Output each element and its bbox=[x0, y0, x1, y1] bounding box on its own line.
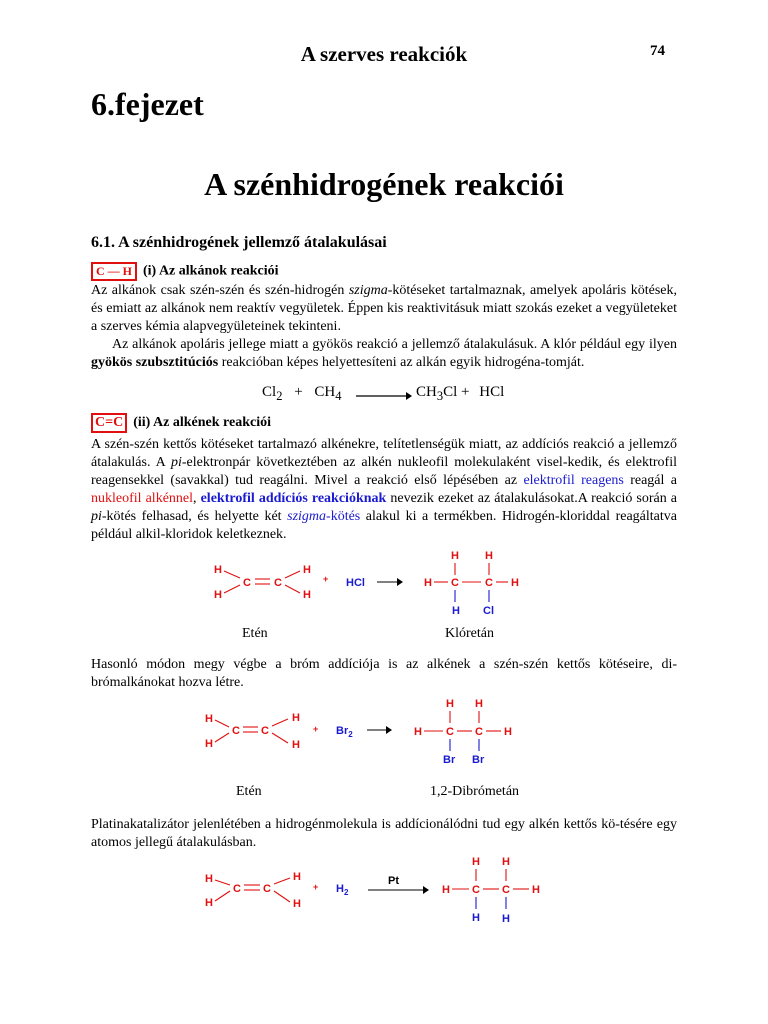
atom-h: H bbox=[485, 550, 493, 562]
atom-h: H bbox=[292, 739, 300, 751]
atom-h: H bbox=[303, 589, 311, 601]
page-header-title: A szerves reakciók bbox=[300, 42, 468, 66]
reagent-br2: $Br_2$ bbox=[336, 725, 353, 739]
atom-h: H bbox=[293, 898, 301, 910]
atom-h: H bbox=[502, 913, 510, 925]
atom-c: C bbox=[472, 884, 480, 896]
atom-c: C bbox=[263, 883, 271, 895]
atom-h: H bbox=[502, 856, 510, 868]
alkanes-paragraph-2: Az alkánok apoláris jellege miatt a gyökös reakció a jellemző átalakulásuk. A klór például egy ilyen gyökös szubsztitúciós reakcióban képes helyettesíteni az alkán egyik hidrogéna-tomját. bbox=[91, 337, 677, 370]
alkanes-heading-text: (i) Az alkánok reakciói bbox=[143, 263, 279, 279]
reaction-hcl-scheme bbox=[200, 545, 540, 620]
plus-sign: + bbox=[313, 882, 319, 892]
atom-h: H bbox=[292, 712, 300, 724]
reaction-arrow bbox=[356, 391, 412, 401]
caption-dibromoethane: 1,2-Dibrómetán bbox=[430, 784, 520, 799]
atom-c: C bbox=[274, 577, 282, 589]
reaction-h2-scheme bbox=[195, 850, 555, 930]
atom-br: Br bbox=[472, 754, 485, 766]
main-title: A szénhidrogének reakciói bbox=[204, 166, 564, 202]
atom-c: C bbox=[261, 725, 269, 737]
chlorination-equation: $Cl_2 + CH_4$ bbox=[262, 384, 342, 403]
atom-h: H bbox=[451, 550, 459, 562]
atom-h: H bbox=[214, 589, 222, 601]
atom-br: Br bbox=[443, 754, 456, 766]
atom-h: H bbox=[472, 856, 480, 868]
caption-ethene-2: Etén bbox=[236, 784, 262, 799]
atom-c: C bbox=[243, 577, 251, 589]
atom-c: C bbox=[446, 726, 454, 738]
atom-c: C bbox=[502, 884, 510, 896]
atom-h: H bbox=[214, 564, 222, 576]
atom-h: H bbox=[442, 884, 450, 896]
atom-cl: Cl bbox=[483, 605, 494, 617]
plus-sign: + bbox=[313, 724, 319, 734]
atom-h: H bbox=[205, 873, 213, 885]
reagent-h2: $H_2$ bbox=[336, 883, 349, 897]
c-h-bond-box: C — H bbox=[91, 262, 137, 281]
atom-h: H bbox=[472, 912, 480, 924]
atom-h: H bbox=[532, 884, 540, 896]
catalyst-pt: Pt bbox=[388, 875, 399, 887]
alkenes-paragraph-3: Platinakatalizátor jelenlétében a hidrogénmolekula is addícionálódni tud egy alkén kettős kö-tésére egy atomos jellegű átalakulásban. bbox=[91, 817, 677, 850]
caption-chloroethane: Klóretán bbox=[445, 626, 494, 641]
caption-ethene-1: Etén bbox=[242, 626, 268, 641]
atom-h: H bbox=[205, 738, 213, 750]
atom-c: C bbox=[232, 725, 240, 737]
atom-h: H bbox=[205, 713, 213, 725]
alkanes-paragraph-1: Az alkánok csak szén-szén és szén-hidrogén szigma-kötéseket tartalmaznak, amelyek apoláris kötések, és emiatt az alkánok nem reaktív vegyületek. Éppen kis reaktivitásuk miatt szokás ezeket a vegyületeket a szerves kémia alapvegyületeinek tekinteni. bbox=[91, 283, 678, 334]
atom-h: H bbox=[475, 698, 483, 710]
reagent-hcl: HCl bbox=[346, 577, 365, 589]
atom-h: H bbox=[414, 726, 422, 738]
atom-h: H bbox=[424, 577, 432, 589]
alkanes-heading bbox=[91, 262, 278, 281]
atom-h: H bbox=[446, 698, 454, 710]
atom-h: H bbox=[303, 564, 311, 576]
reaction-br2-scheme bbox=[195, 692, 535, 772]
atom-c: C bbox=[451, 577, 459, 589]
atom-h: H bbox=[511, 577, 519, 589]
c-c-double-bond-box: C=C bbox=[91, 413, 127, 433]
alkanes-text bbox=[91, 282, 677, 372]
alkenes-heading-text: (ii) Az alkének reakciói bbox=[133, 415, 271, 431]
atom-h: H bbox=[504, 726, 512, 738]
alkenes-paragraph-2: Hasonló módon megy végbe a bróm addíciója is az alkének a szén-szén kettős kötéseire, di-brómalkánokat hozva létre. bbox=[91, 657, 677, 690]
atom-h: H bbox=[293, 871, 301, 883]
atom-h: H bbox=[452, 605, 460, 617]
atom-c: C bbox=[233, 883, 241, 895]
section-title: 6.1. A szénhidrogének jellemző átalakulásai bbox=[91, 234, 387, 251]
chapter-title: 6.fejezet bbox=[91, 86, 204, 122]
chlorination-products: $CH_3Cl$ + HCl bbox=[416, 384, 505, 403]
atom-h: H bbox=[205, 897, 213, 909]
atom-c: C bbox=[475, 726, 483, 738]
atom-c: C bbox=[485, 577, 493, 589]
plus-sign: + bbox=[323, 574, 329, 584]
page-number: 74 bbox=[650, 43, 665, 59]
alkenes-paragraph-1: A szén-szén kettős kötéseket tartalmazó alkénekre, telítetlenségük miatt, az addíciós reakció a jellemző átalakulás. A pi-elektronpár következtében az alkén nukleofil molekulaként visel-kedik, és elektrofil reagensekkel (savakkal) tud reagálni. Mivel a reakció első lépésében az elektrofil reagens reagál a nukleofil alkénnel, elektrofil addíciós reakcióknak nevezik ezeket az átalakulásokat.A reakció során a pi-kötés felhasad, és helyette két szigma-kötés alakul ki a termékben. Hidrogén-kloriddal reagáltatva például alkil-kloridok keletkeznek. bbox=[91, 437, 678, 542]
alkenes-heading bbox=[91, 413, 271, 433]
